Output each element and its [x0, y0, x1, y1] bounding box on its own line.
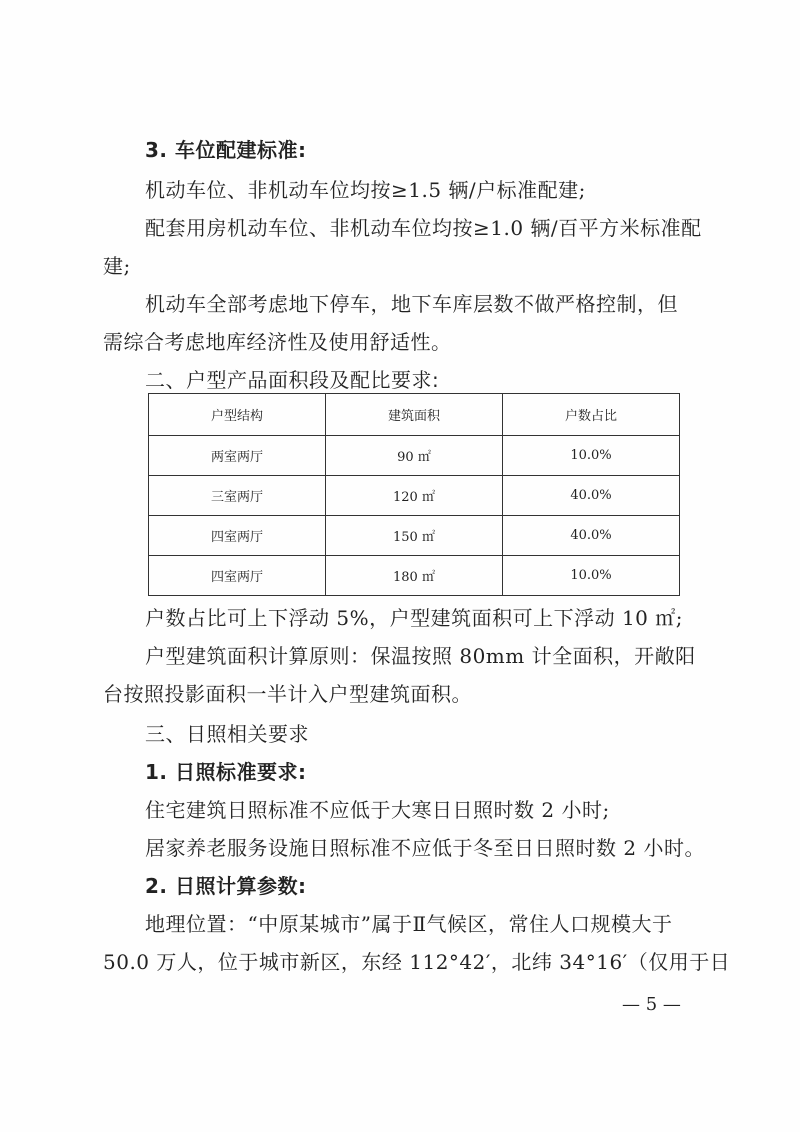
table-row [149, 516, 680, 556]
paragraph: 户型建筑面积计算原则：保温按照 80mm 计全面积，开敞阳 [145, 644, 696, 668]
table-row [149, 436, 680, 476]
table-cell: 120 ㎡ [326, 476, 503, 516]
paragraph: 台按照投影面积一半计入户型建筑面积。 [103, 682, 472, 706]
column-header: 建筑面积 [326, 394, 503, 436]
paragraph: 住宅建筑日照标准不应低于大寒日日照时数 2 小时; [145, 798, 610, 822]
subsection-title-sunlight-standard: 1. 日照标准要求: [145, 760, 307, 784]
table-cell: 90 ㎡ [326, 436, 503, 476]
paragraph: 建; [103, 254, 131, 278]
column-header: 户数占比 [503, 394, 680, 436]
page-number: — 5 — [622, 994, 681, 1015]
paragraph: 户数占比可上下浮动 5%，户型建筑面积可上下浮动 10 ㎡; [145, 606, 683, 630]
table-cell: 四室两厅 [149, 516, 326, 556]
table-cell: 150 ㎡ [326, 516, 503, 556]
table-cell: 三室两厅 [149, 476, 326, 516]
paragraph: 地理位置：“中原某城市”属于Ⅱ气候区，常住人口规模大于 [145, 912, 673, 936]
table-cell: 180 ㎡ [326, 556, 503, 596]
table-cell: 四室两厅 [149, 556, 326, 596]
table-cell: 10.0% [503, 556, 680, 596]
section-title-parking: 3. 车位配建标准: [145, 138, 307, 162]
section-heading-unit-types: 二、户型产品面积段及配比要求: [145, 368, 440, 392]
table-cell: 40.0% [503, 516, 680, 556]
paragraph: 50.0 万人，位于城市新区，东经 112°42′，北纬 34°16′（仅用于日 [103, 950, 731, 974]
subsection-title-calculation-params: 2. 日照计算参数: [145, 874, 307, 898]
paragraph: 机动车位、非机动车位均按≥1.5 辆/户标准配建; [145, 178, 586, 202]
unit-ratio-table [148, 393, 680, 596]
table-cell: 10.0% [503, 436, 680, 476]
paragraph: 配套用房机动车位、非机动车位均按≥1.0 辆/百平方米标准配 [145, 216, 702, 240]
table-cell: 40.0% [503, 476, 680, 516]
table-row [149, 476, 680, 516]
table-row [149, 556, 680, 596]
paragraph: 需综合考虑地库经济性及使用舒适性。 [103, 330, 452, 354]
table-cell: 两室两厅 [149, 436, 326, 476]
column-header: 户型结构 [149, 394, 326, 436]
section-heading-sunlight: 三、日照相关要求 [145, 722, 309, 746]
paragraph: 机动车全部考虑地下停车，地下车库层数不做严格控制，但 [145, 292, 678, 316]
paragraph: 居家养老服务设施日照标准不应低于冬至日日照时数 2 小时。 [145, 836, 705, 860]
table-header-row [149, 394, 680, 436]
